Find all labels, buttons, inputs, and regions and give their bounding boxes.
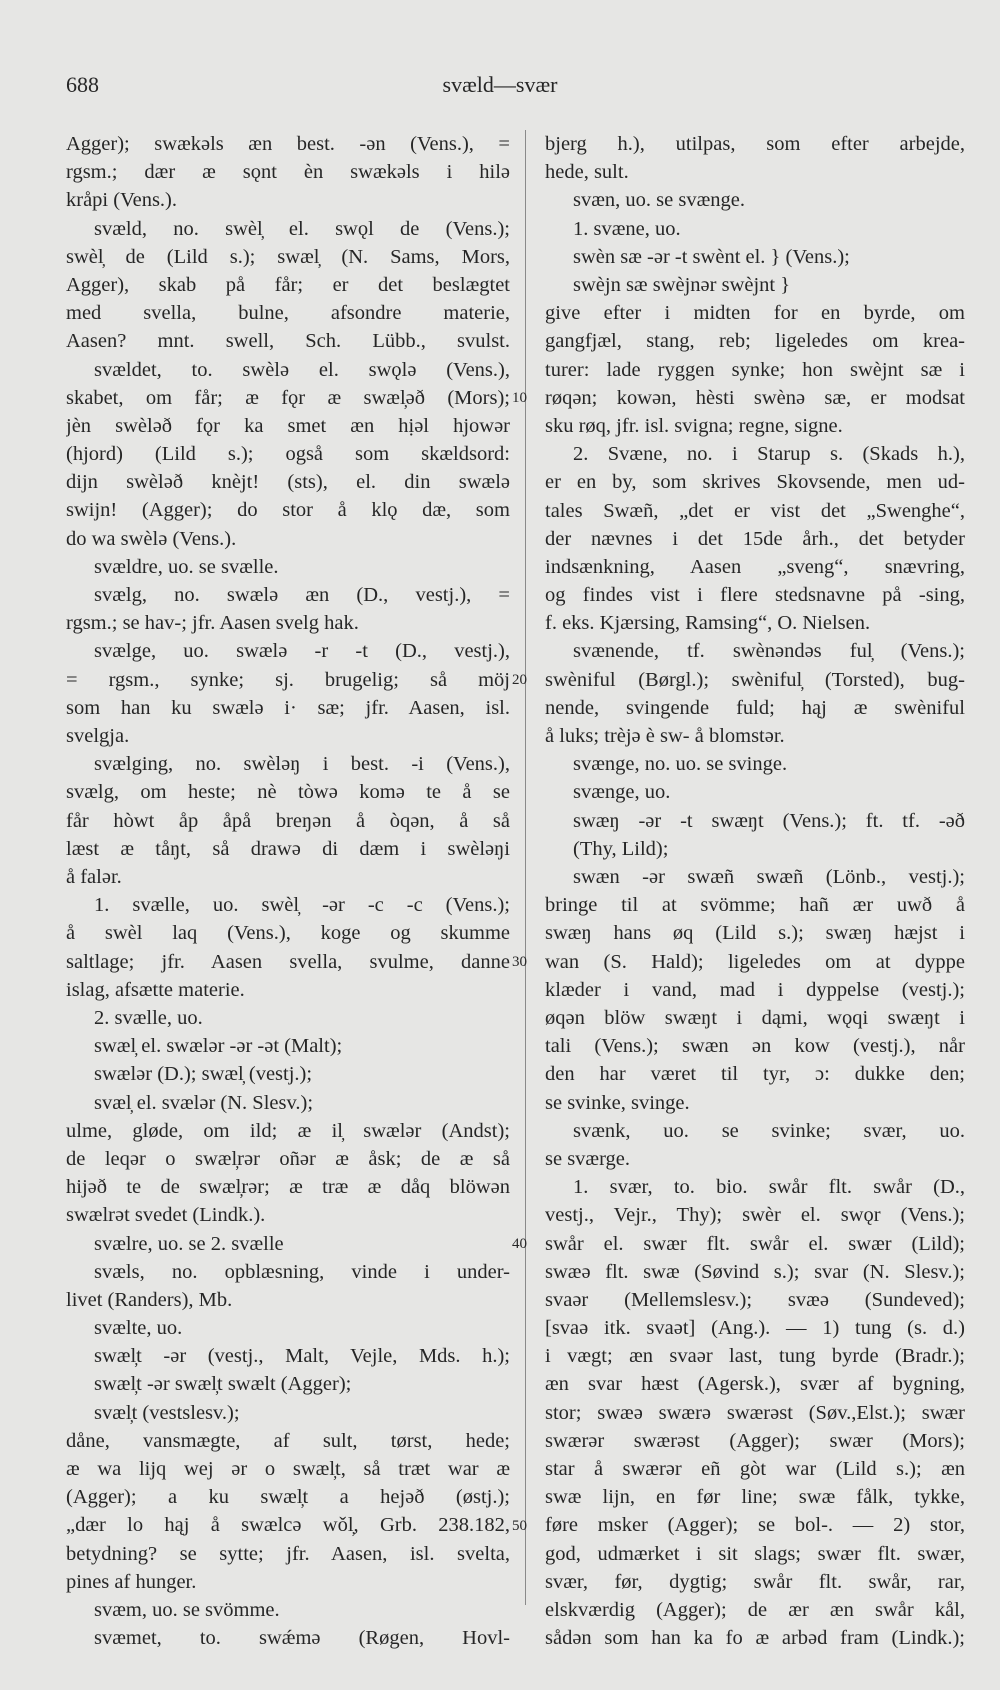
text-line: saltlage; jfr. Aasen svella, svulme, danne (66, 950, 510, 973)
text-line: sku røq, jfr. isl. svigna; regne, signe. (545, 414, 843, 437)
text-line: bjerg h.), utilpas, som efter arbejde, (545, 133, 965, 155)
text-line: swijn! (Agger); do stor å klǫ dæ, som (66, 499, 510, 522)
text-line: svæm, uo. se svömme. (94, 1599, 280, 1622)
text-line: svælging, no. swèləŋ i best. -i (Vens.), (94, 753, 510, 776)
text-line: føre msker (Agger); se bol-. — 2) stor, (545, 1514, 965, 1537)
text-line: se sværge. (545, 1147, 631, 1170)
text-line: rgsm.; se hav-; jfr. Aasen svelg hak. (66, 612, 359, 635)
line-number: 40 (512, 1235, 527, 1252)
text-line: å swèl laq (Vens.), koge og skumme (66, 922, 510, 945)
text-line: Agger), skab på får; er det beslægtet (66, 273, 510, 296)
text-line: swæŋ hans øq (Lild s.); swæŋ hæjst i (545, 922, 965, 945)
text-line: give efter i midten for en byrde, om (545, 302, 965, 325)
text-line: som han ku swælə i· sæ; jfr. Aasen, isl. (66, 696, 510, 719)
text-line: svælge, uo. swælə -r -t (D., vestj.), (94, 640, 510, 663)
text-line: (Agger); a ku swæl̦t a hejəð (østj.); (66, 1486, 510, 1509)
text-line: f. eks. Kjærsing, Ramsing“, O. Nielsen. (545, 612, 871, 635)
text-line: = rgsm., synke; sj. brugelig; så möj (66, 668, 510, 691)
text-line: swèl̦ de (Lild s.); swæl̦ (N. Sams, Mors, (66, 245, 510, 268)
line-number: 50 (512, 1517, 527, 1534)
text-line: 1. svælle, uo. swèl̦ -ər -c -c (Vens.); (94, 894, 510, 917)
text-line: jèn swèləð fǫr ka smet æn hịəl hjowər (66, 414, 510, 437)
text-line: svænge, no. uo. se svinge. (573, 753, 788, 776)
text-line: 1. svæne, uo. (573, 217, 681, 240)
text-line: swæn -ər swæñ swæñ (Lönb., vestj.); (573, 866, 965, 889)
page-number: 688 (66, 72, 99, 97)
text-line: gangfjæl, stang, reb; ligeledes om krea- (545, 330, 965, 353)
text-line: svældre, uo. se svælle. (94, 555, 279, 578)
text-line: 2. svælle, uo. (94, 1006, 203, 1029)
text-line: elskværdig (Agger); de ær æn swår kål, (545, 1598, 965, 1621)
text-line: svær, før, dygtig; swår flt. swår, rar, (545, 1570, 965, 1593)
text-line: [svaə itk. svaət] (Ang.). — 1) tung (s. d.) (545, 1317, 965, 1340)
text-line: æ wa lijq wej ər o swæl̦t, så træt war æ (66, 1458, 510, 1481)
text-line: swæl̦t -ər swæl̦t swælt (Agger); (94, 1373, 352, 1396)
text-line: bringe til at svömme; hañ ær uwð å (545, 894, 965, 917)
text-line: svaər (Mellemslesv.); svæə (Sundeved); (545, 1288, 965, 1311)
text-line: hede, sult. (545, 161, 629, 184)
text-line: klæder i vand, mad i dyppelse (vestj.); (545, 978, 965, 1001)
text-line: swælrət svedet (Lindk.). (66, 1204, 266, 1227)
text-line: dåne, vansmægte, af sult, tørst, hede; (66, 1429, 510, 1452)
text-line: svæls, no. opblæsning, vinde i under- (94, 1260, 510, 1283)
text-line: wan (S. Hald); ligeledes om at dyppe (545, 950, 965, 973)
text-line: vestj., Vejr., Thy); swèr el. swǫr (Vens.); (545, 1204, 965, 1227)
text-line: får hòwt åp åpå breŋən å òqən, å så (66, 809, 510, 832)
text-line: swæl̦t -ər (vestj., Malt, Vejle, Mds. h.); (94, 1345, 510, 1368)
text-line: rgsm.; dær æ sǫnt èn swækəls i hilə (66, 161, 510, 184)
text-line: svælre, uo. se 2. svælle (94, 1232, 284, 1255)
text-line: stor; swæə swærə swærəst (Søv.,Elst.); swær (545, 1401, 965, 1424)
text-line: (Thy, Lild); (573, 837, 669, 860)
text-line: ulme, gløde, om ild; æ il̦ swælər (Andst); (66, 1119, 510, 1142)
text-line: swæl̦ el. swælər -ər -ət (Malt); (94, 1035, 343, 1058)
right-column (545, 130, 965, 1652)
text-line: swæə flt. swæ (Søvind s.); svar (N. Slesv.); (545, 1260, 965, 1283)
text-line: betydning? se sytte; jfr. Aasen, isl. svelta, (66, 1542, 510, 1565)
text-line: swèniful (Børgl.); swèniful̦ (Torsted), bug- (545, 668, 965, 691)
text-line: svælte, uo. (94, 1317, 183, 1340)
text-line: de leqər o swæl̦rər oñər æ åsk; de æ så (66, 1147, 510, 1170)
text-line: (hjord) (Lild s.); også som skældsord: (66, 443, 510, 466)
text-line: Aasen? mnt. swell, Sch. Lübb., svulst. (66, 330, 510, 353)
line-number: 20 (512, 671, 527, 688)
text-line: sådən som han ka fo æ arbəd fram (Lindk.); (545, 1627, 965, 1650)
text-line: svænk, uo. se svinke; svær, uo. (573, 1119, 965, 1142)
text-line: kråpi (Vens.). (66, 189, 178, 212)
text-line: og findes vist i flere stedsnavne på -sing, (545, 584, 965, 607)
text-line: indsænkning, Aasen „sveng“, snævring, (545, 555, 965, 578)
text-line: svæl̦ el. svælər (N. Slesv.); (94, 1091, 314, 1114)
text-line: svænende, tf. swènəndəs ful̦ (Vens.); (573, 640, 965, 663)
text-line: svælg, om heste; nè tòwə komə te å se (66, 781, 510, 804)
text-line: god, udmærket i sit slags; swær flt. swær, (545, 1542, 965, 1565)
text-line: den har været til tyr, ɔ: dukke den; (545, 1063, 965, 1086)
text-line: læst æ tåŋt, så drawə di dæm i swèləŋi (66, 837, 510, 860)
text-line: Agger); swækəls æn best. -ən (Vens.), = (66, 133, 510, 155)
text-line: er en by, som skrives Skovsende, men ud- (545, 471, 965, 494)
text-line: svælg, no. swælə æn (D., vestj.), = (94, 584, 510, 607)
text-line: æn svar hæst (Agersk.), svær af bygning, (545, 1373, 965, 1396)
text-line: swælər (D.); swæl̦ (vestj.); (94, 1063, 313, 1086)
text-line: dijn swèləð knèjt! (sts), el. din swælə (66, 471, 510, 494)
text-line: å falər. (66, 865, 122, 888)
text-line: svæld, no. swèl̦ el. swǫl de (Vens.); (94, 217, 510, 240)
text-line: svæl̦t (vestslesv.); (94, 1401, 240, 1424)
text-line: øqən blöw swæŋt i dąmi, wǫqi swæŋt i (545, 1006, 965, 1029)
text-line: „dær lo hąj å swælcə wǒl̦, Grb. 238.182, (66, 1514, 510, 1537)
column-divider (525, 130, 526, 1605)
text-line: tales Swæñ, „det er vist det „Swenghe“, (545, 499, 965, 522)
line-number: 10 (512, 389, 527, 406)
text-line: svældet, to. swèlə el. swǫlə (Vens.), (94, 358, 510, 381)
text-line: med svella, bulne, afsondre materie, (66, 302, 510, 325)
text-line: svænge, uo. (573, 781, 671, 804)
text-line: å luks; trèjə è sw- å blomstər. (545, 725, 785, 748)
text-line: 1. svær, to. bio. swår flt. swår (D., (573, 1176, 965, 1199)
line-number: 30 (512, 953, 527, 970)
text-line: svelgja. (66, 725, 130, 747)
text-line: star å swærər eñ gòt war (Lild s.); æn (545, 1458, 965, 1481)
text-line: swår el. swær flt. swår el. swær (Lild); (545, 1232, 965, 1255)
text-line: 2. Svæne, no. i Starup s. (Skads h.), (573, 443, 965, 466)
text-line: swærər swærəst (Agger); swær (Mors); (545, 1429, 965, 1452)
text-line: svæmet, to. swǽmə (Røgen, Hovl- (94, 1627, 510, 1650)
text-line: livet (Randers), Mb. (66, 1288, 233, 1311)
left-column (66, 130, 510, 1652)
text-line: tali (Vens.); swæn ən kow (vestj.), når (545, 1035, 965, 1058)
text-line: hijəð te de swæl̦rər; æ træ æ dåq blöwən (66, 1176, 510, 1199)
text-line: turer: lade ryggen synke; hon swèjnt sæ i (545, 358, 965, 381)
running-title: svæld—svær (442, 72, 558, 97)
text-line: do wa swèlə (Vens.). (66, 527, 237, 550)
text-line: swèjn sæ swèjnər swèjnt } (573, 274, 791, 296)
text-line: swæ lijn, en før line; swæ fålk, tykke, (545, 1486, 965, 1509)
text-line: røqən; kowən, hèsti swènə sæ, er modsat (545, 386, 965, 409)
text-line: islag, afsætte materie. (66, 978, 245, 1001)
text-line: i vægt; æn svaər last, tung byrde (Bradr.); (545, 1345, 965, 1368)
text-line: swèn sæ -ər -t swènt el. } (Vens.); (573, 245, 850, 268)
text-line: pines af hunger. (66, 1570, 197, 1593)
text-line: der nævnes i det 15de årh., det betyder (545, 527, 965, 550)
text-line: skabet, om får; æ fǫr æ swæl̦əð (Mors); (66, 386, 510, 409)
text-line: se svinke, svinge. (545, 1091, 690, 1114)
text-line: svæn, uo. se svænge. (573, 189, 745, 212)
text-line: nende, svingende fuld; hąj æ swèniful (545, 696, 965, 719)
text-line: swæŋ -ər -t swæŋt (Vens.); ft. tf. -əð (573, 809, 965, 832)
